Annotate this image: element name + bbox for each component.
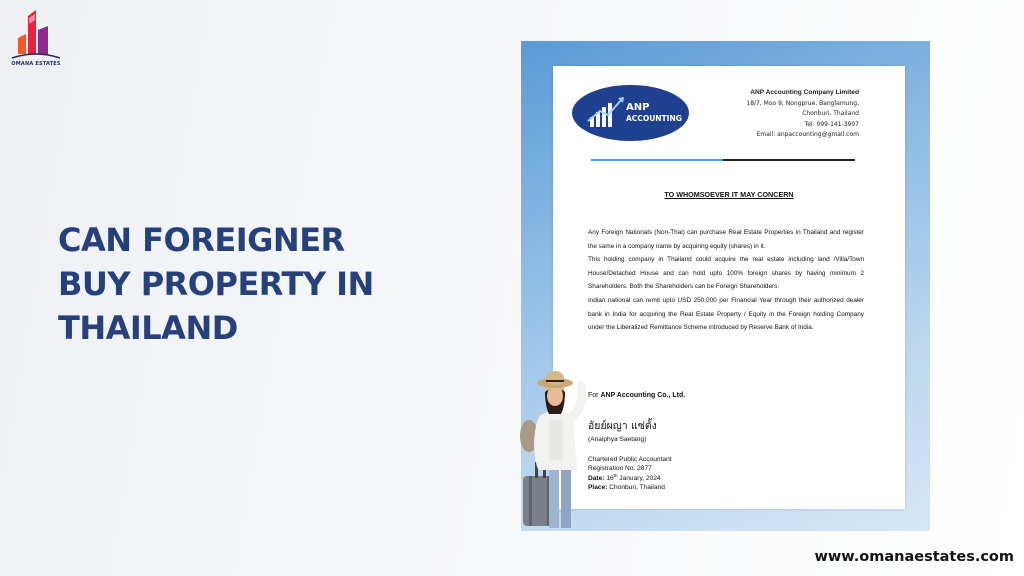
brand-name: OMANA ESTATES bbox=[11, 61, 61, 67]
paragraph-1: Any Foreign Nationals (Non-Thai) can purchase Real Estate Properties in Thailand and register the same in a company name by acquiring equity (shares) in it. bbox=[588, 229, 864, 250]
place-label: Place: bbox=[588, 483, 608, 491]
paragraph-3: Indian national can remit upto USD 250,000 per Financial Year through their authorized dealer bank in India for acquiring the Real Estate Property / Equity in the Foreign holding Company under the Liberalized Remittance Scheme introduced by Reserve Bank of India. bbox=[588, 296, 864, 332]
telephone: Tel: 099-141-3907 bbox=[804, 120, 859, 128]
traveler-illustration bbox=[515, 366, 608, 531]
logo-text-line-2: ACCOUNTING bbox=[626, 114, 682, 123]
logo-text-line-1: ANP bbox=[626, 102, 650, 113]
headline-line-2: BUY PROPERTY IN bbox=[58, 265, 374, 303]
letterhead-divider bbox=[591, 159, 855, 161]
letter-document bbox=[553, 66, 905, 509]
letterhead-address bbox=[746, 88, 859, 141]
brand-logo[interactable] bbox=[8, 6, 64, 68]
signatory-title: Chartered Public Accountant bbox=[588, 456, 672, 463]
letter-heading: TO WHOMSOEVER IT MAY CONCERN bbox=[664, 190, 794, 199]
registration-number: Registration No. 2877 bbox=[588, 465, 652, 473]
building-logo-icon bbox=[8, 6, 64, 62]
place-value: Chonburi, Thailand bbox=[609, 483, 665, 491]
address-line-1: 18/7, Moo 9, Nongprue, Banglamung, bbox=[746, 99, 859, 107]
date-rest: January, 2024 bbox=[619, 474, 661, 482]
anp-accounting-logo bbox=[572, 85, 689, 141]
logo-text bbox=[626, 102, 682, 124]
for-prefix: For bbox=[588, 392, 599, 399]
date-day: 16 bbox=[606, 474, 614, 482]
signature-thai: อัยย์ผญา แซ่ตั้ง bbox=[588, 420, 657, 432]
headline-line-1: CAN FOREIGNER bbox=[58, 221, 345, 259]
paragraph-2: This holding company in Thailand could acquire the real estate including land /Villa/Town House/Detached House and can hold upto 100% foreign shares by having minimum 2 Shareholders. Both the Shareholders can be Foreign Shareholders. bbox=[588, 256, 864, 291]
date-suffix: th bbox=[613, 472, 618, 478]
letter-body bbox=[588, 226, 864, 335]
company-name: ANP Accounting Company Limited bbox=[750, 89, 859, 96]
growth-chart-icon bbox=[586, 95, 626, 131]
date-label: Date: bbox=[588, 474, 605, 482]
email: Email: anpaccounting@gmail.com bbox=[756, 131, 859, 138]
address-line-2: Chonburi, Thailand bbox=[802, 110, 859, 117]
page-headline bbox=[58, 218, 388, 350]
headline-line-3: THAILAND bbox=[58, 309, 238, 347]
website-url[interactable]: www.omanaestates.com bbox=[814, 549, 1014, 565]
for-company: ANP Accounting Co., Ltd. bbox=[600, 392, 686, 399]
signature-latin: (Anaiphya Saetang) bbox=[588, 436, 647, 443]
